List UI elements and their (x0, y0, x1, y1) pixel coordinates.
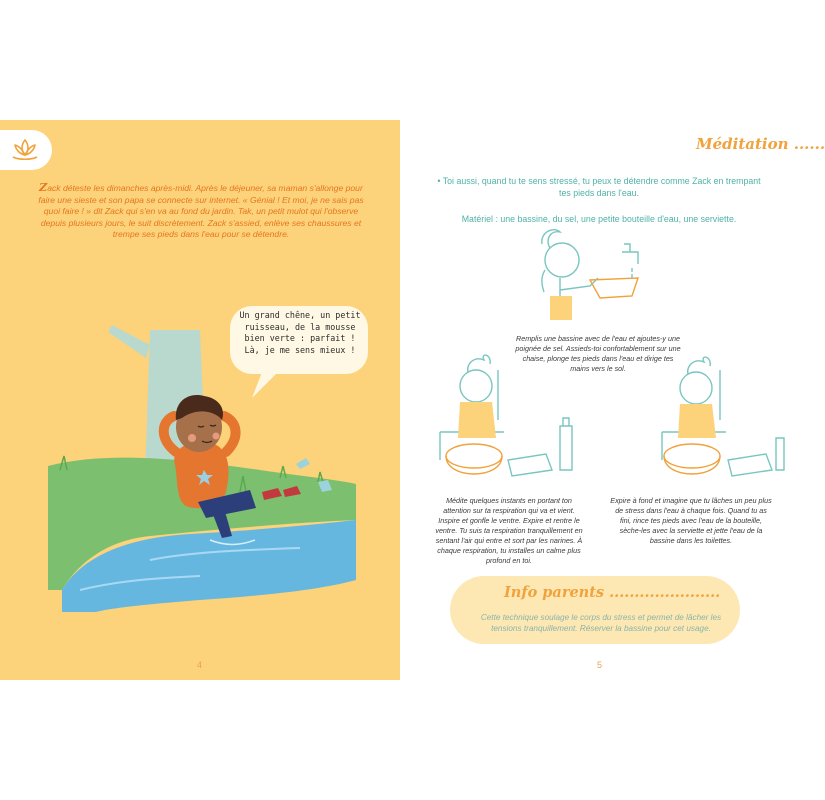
zack-tree-illustration (0, 120, 400, 680)
step-3-text: Expire à fond et imagine que tu lâches un peu plus de stress dans l'eau à chaque fois. Quand tu as fini, rince tes pieds avec l'eau de la bouteille, sèche-les avec la serviette et jette l'eau de la bassine dans les toilettes. (610, 496, 772, 545)
step-2-text: Médite quelques instants en portant ton attention sur ta respiration qui va et vient. Inspire et gonfle le ventre. Expire et rentre le ventre. Tu suis ta respiration tranquillement en sentant l'air qui entre et sort par les narines. À chaque respiration, tu installes un calme plus profond en toi. (435, 496, 583, 565)
info-parents-text: Cette technique soulage le corps du stress et permet de lâcher les tensions tranquillement. Réserver la bassine pour cet usage. (480, 613, 722, 633)
step-1-text: Remplis une bassine avec de l'eau et ajoutes-y une poignée de sel. Assieds-toi confortablement sur une chaise, plonge tes pieds dans l'eau et dirige tes mains vers le sol. (515, 334, 681, 373)
right-page (400, 120, 825, 680)
intro-text: • Toi aussi, quand tu te sens stressé, tu peux te détendre comme Zack en trempant tes pieds dans l'eau. (437, 176, 761, 198)
speech-bubble-text: Un grand chêne, un petit ruisseau, de la mousse bien verte : parfait ! Là, je me sens mieux ! (239, 310, 361, 355)
left-page (0, 120, 400, 680)
material-text: Matériel : une bassine, du sel, une petite bouteille d'eau, une serviette. (461, 214, 737, 224)
story-drop-letter: Z (39, 181, 48, 194)
info-parents-title: Info parents ...................... (504, 584, 721, 601)
page-number-left: 4 (197, 660, 203, 670)
meditation-title: Méditation ...... (696, 135, 825, 153)
page-number-right: 5 (597, 660, 603, 670)
story-text: ack déteste les dimanches après-midi. Après le déjeuner, sa maman s'allonge pour faire une sieste et son papa se connecte sur internet. « Génial ! Et moi, je ne sais pas quoi faire ! » dit Zack qui s'en va au fond du jardin. Tak, un petit mulot qui l'observe depuis plusieurs jours, le suit discrètement. Zack s'assied, enlève ses chaussures et trempe ses pieds dans l'eau pour se détendre. (38, 183, 364, 240)
